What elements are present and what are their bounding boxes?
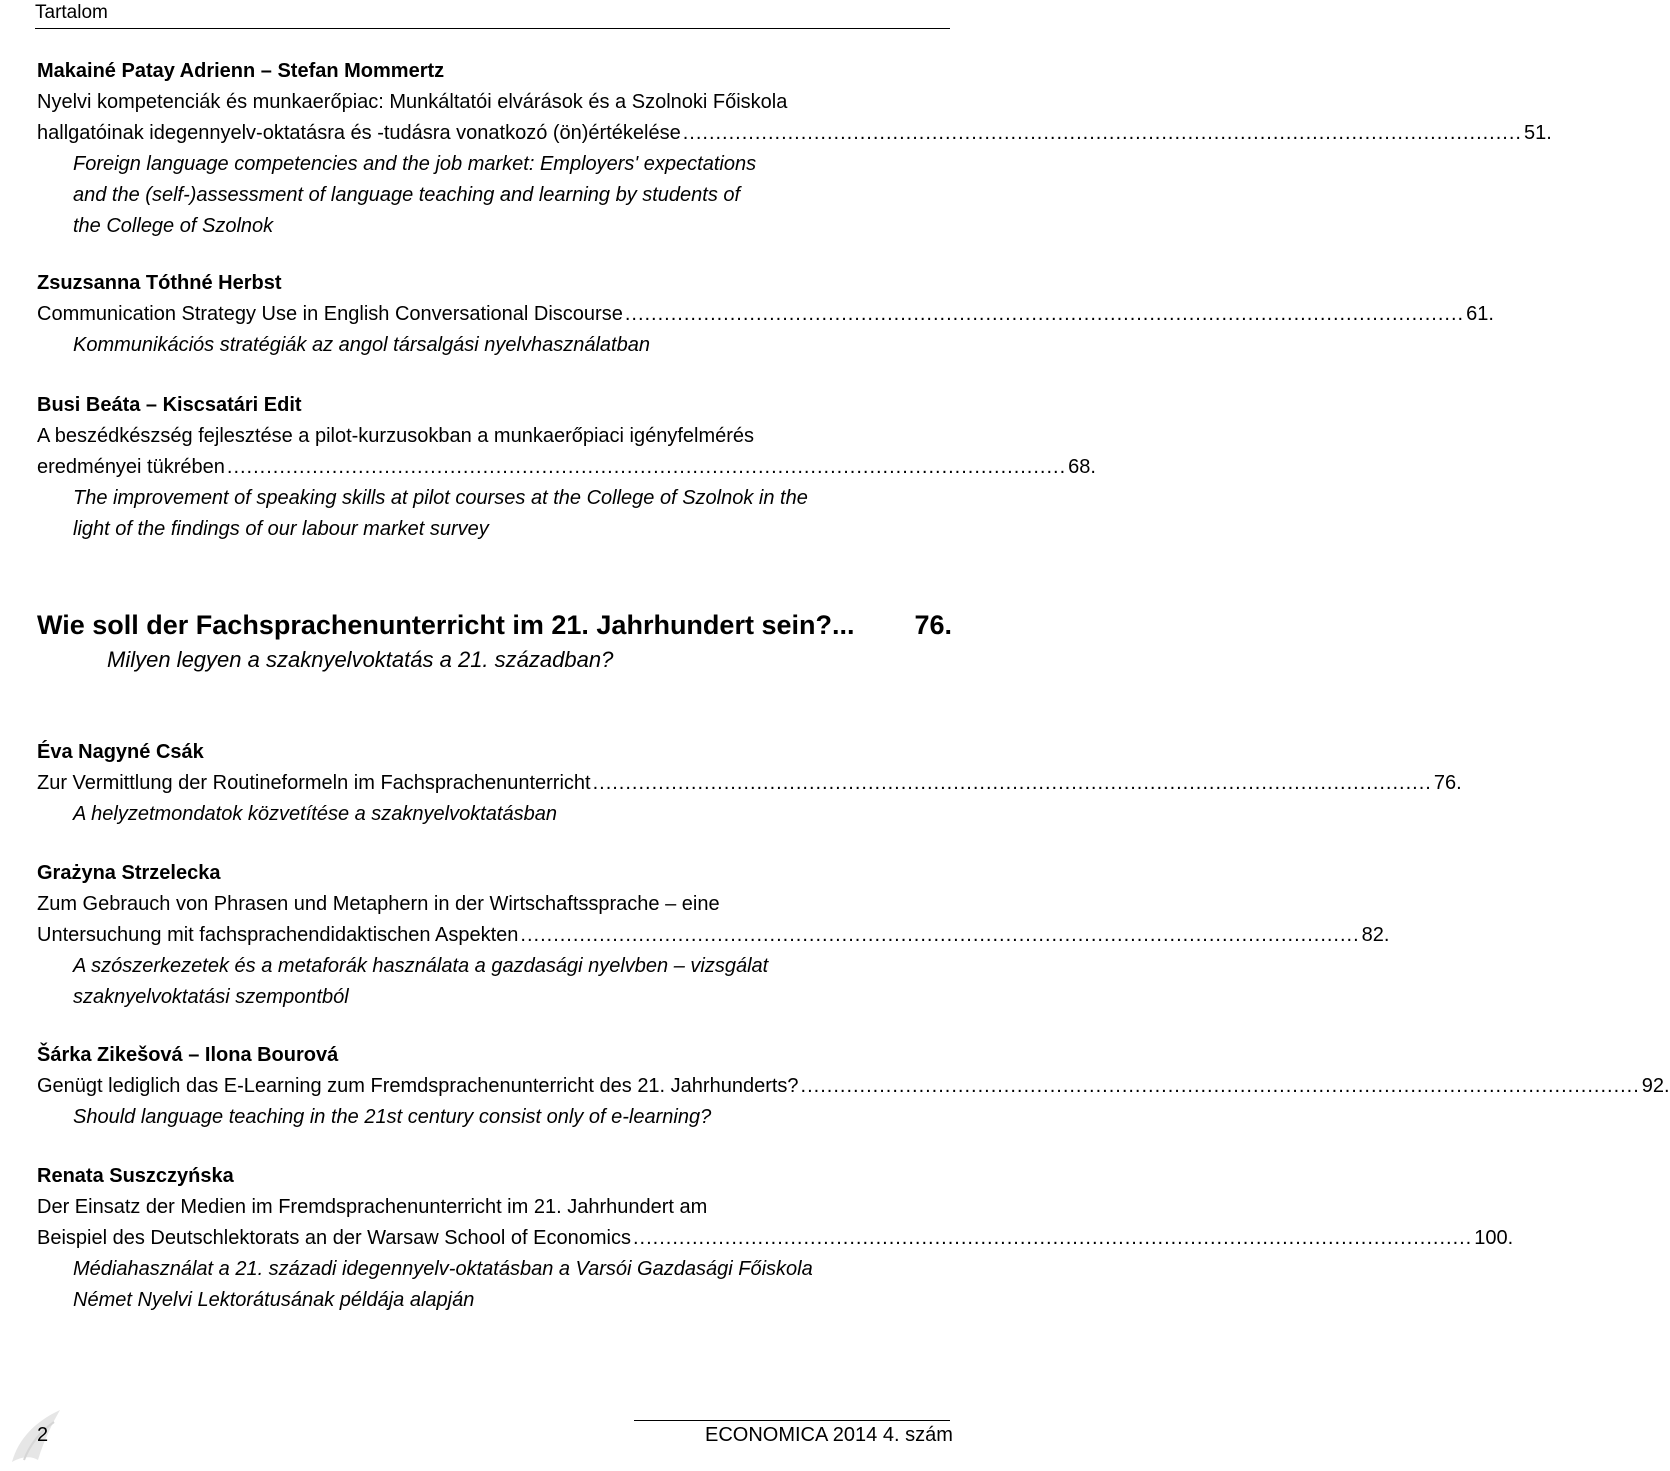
entry-page-number: 92. — [1641, 1075, 1670, 1097]
entry-translation-line: light of the findings of our labour market survey — [73, 518, 489, 540]
entry-translation-line: szaknyelvoktatási szempontból — [73, 986, 349, 1008]
entry-title-text: eredményei tükrében — [37, 456, 225, 478]
toc-entry — [37, 858, 1390, 1013]
leader-dots: ................................................................................................................................ — [632, 1227, 1473, 1249]
entry-title-last — [37, 118, 1552, 149]
entry-title-text: hallgatóinak idegennyelv-oktatásra és -tudásra vonatkozó (ön)értékelése — [37, 122, 681, 144]
section-heading — [37, 608, 952, 642]
leader-dots: ................................................................................................................................ — [592, 772, 1432, 794]
entry-title-text: Beispiel des Deutschlektorats an der Warsaw School of Economics — [37, 1227, 631, 1249]
entry-page-number: 76. — [1433, 772, 1462, 794]
entry-title-last — [37, 1071, 1670, 1102]
entry-title-last — [37, 768, 1462, 799]
leader-dots: ................................................................................................................................ — [520, 924, 1360, 946]
leader-dots: ................................................................................................................................ — [226, 456, 1067, 478]
entry-title-line: Der Einsatz der Medien im Fremdsprachenunterricht im 21. Jahrhundert am — [37, 1196, 708, 1218]
toc-entry — [37, 390, 1096, 545]
entry-author: Zsuzsanna Tóthné Herbst — [37, 272, 282, 294]
entry-title-text: Untersuchung mit fachsprachendidaktischen Aspekten — [37, 924, 519, 946]
entry-title-last — [37, 920, 1390, 951]
entry-title-text: Genügt lediglich das E-Learning zum Fremdsprachenunterricht des 21. Jahrhunderts? — [37, 1075, 799, 1097]
entry-translation-line: the College of Szolnok — [73, 215, 274, 237]
toc-entry — [37, 737, 1462, 830]
leader-dots: ................................................................................................................................ — [624, 303, 1465, 325]
section-page-number: 76. — [914, 610, 952, 640]
entry-title-last — [37, 452, 1096, 483]
footer-rule — [634, 1420, 950, 1421]
entry-title-text: Communication Strategy Use in English Conversational Discourse — [37, 303, 623, 325]
section-heading-text: Wie soll der Fachsprachenunterricht im 21. Jahrhundert sein?... — [37, 610, 855, 640]
entry-title-text: Zur Vermittlung der Routineformeln im Fachsprachenunterricht — [37, 772, 591, 794]
entry-translation-line: Kommunikációs stratégiák az angol társalgási nyelvhasználatban — [73, 334, 650, 356]
journal-issue: ECONOMICA 2014 4. szám — [705, 1424, 953, 1446]
entry-translation-line: Foreign language competencies and the job market: Employers' expectations — [73, 153, 757, 175]
leader-dots: ................................................................................................................................ — [800, 1075, 1640, 1097]
entry-author: Renata Suszczyńska — [37, 1165, 234, 1187]
entry-translation-line: and the (self-)assessment of language teaching and learning by students of — [73, 184, 741, 206]
entry-translation-line: Médiahasználat a 21. századi idegennyelv-oktatásban a Varsói Gazdasági Főiskola — [73, 1258, 813, 1280]
entry-title-line: A beszédkészség fejlesztése a pilot-kurzusokban a munkaerőpiaci igényfelmérés — [37, 425, 755, 447]
entry-page-number: 100. — [1474, 1227, 1514, 1249]
entry-title-last — [37, 1223, 1514, 1254]
header-title: Tartalom — [35, 2, 108, 23]
entry-page-number: 68. — [1068, 456, 1096, 478]
entry-author: Makainé Patay Adrienn – Stefan Mommertz — [37, 60, 445, 82]
toc-entry — [37, 56, 1552, 242]
entry-title-line: Nyelvi kompetenciák és munkaerőpiac: Munkáltatói elvárások és a Szolnoki Főiskola — [37, 91, 788, 113]
entry-author: Šárka Zikešová – Ilona Bourová — [37, 1044, 339, 1066]
entry-translation-line: A helyzetmondatok közvetítése a szaknyelvoktatásban — [73, 803, 557, 825]
toc-entry — [37, 268, 1494, 361]
entry-translation-line: A szószerkezetek és a metaforák használata a gazdasági nyelvben – vizsgálat — [73, 955, 769, 977]
entry-translation-line: Német Nyelvi Lektorátusának példája alapján — [73, 1289, 475, 1311]
page-number: 2 — [37, 1424, 49, 1446]
entry-author: Grażyna Strzelecka — [37, 862, 221, 884]
entry-title-line: Zum Gebrauch von Phrasen und Metaphern in der Wirtschaftssprache – eine — [37, 893, 720, 915]
toc-entry — [37, 1040, 1670, 1133]
entry-page-number: 82. — [1361, 924, 1390, 946]
entry-page-number: 51. — [1523, 122, 1552, 144]
entry-author: Busi Beáta – Kiscsatári Edit — [37, 394, 302, 416]
leader-dots: ................................................................................................................................ — [682, 122, 1522, 144]
entry-translation-line: The improvement of speaking skills at pilot courses at the College of Szolnok in the — [73, 487, 808, 509]
entry-author: Éva Nagyné Csák — [37, 741, 204, 763]
toc-entry — [37, 1161, 1514, 1316]
entry-page-number: 61. — [1466, 303, 1494, 325]
section-translation: Milyen legyen a szaknyelvoktatás a 21. században? — [107, 647, 614, 672]
page-header — [35, 0, 950, 29]
entry-title-last — [37, 299, 1494, 330]
entry-translation-line: Should language teaching in the 21st century consist only of e-learning? — [73, 1106, 712, 1128]
